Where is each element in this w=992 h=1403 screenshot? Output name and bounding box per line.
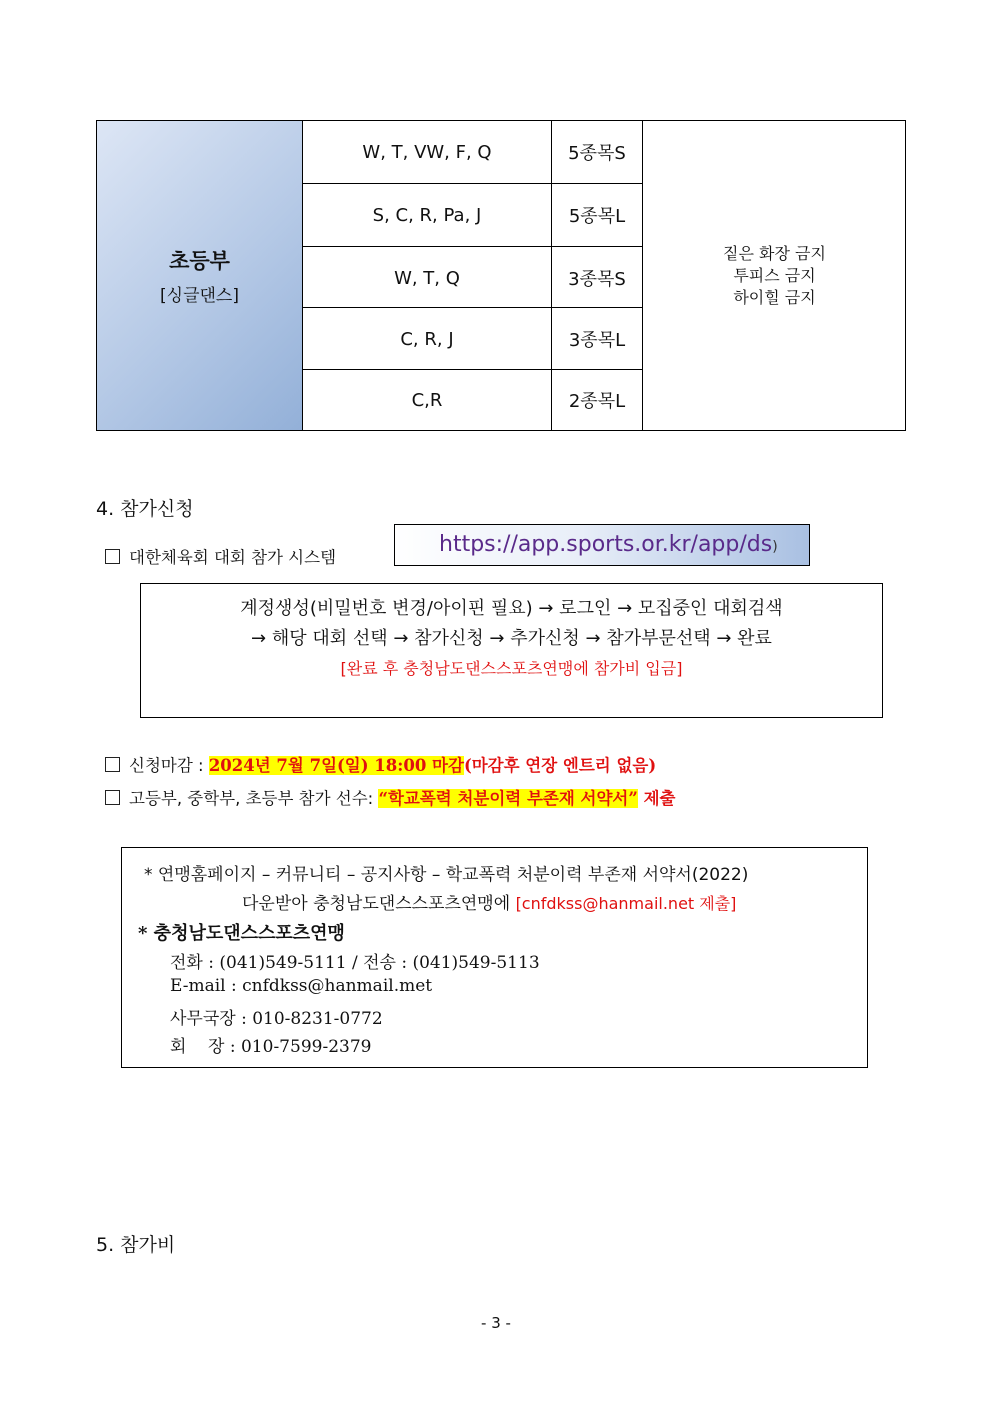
count-cell: 2종목L [552, 370, 643, 430]
restriction-item: 투피스 금지 [733, 265, 816, 285]
section-heading-4: 4. 참가신청 [96, 498, 194, 520]
table-row [303, 184, 643, 246]
students-doc: “학교폭력 처분이력 부존재 서약서” [378, 789, 638, 808]
checkbox-icon [105, 757, 120, 772]
count-cell: 5종목S [552, 121, 643, 183]
event-table [96, 120, 906, 431]
system-label: 대한체육회 대회 참가 시스템 [129, 548, 337, 567]
students-line [105, 785, 675, 809]
procedure-line-1: 계정생성(비밀번호 변경/아이핀 필요) → 로그인 → 모집중인 대회검색 [240, 598, 783, 619]
table-row [303, 247, 643, 309]
registration-url[interactable]: https://app.sports.or.kr/app/ds [439, 532, 773, 557]
section-heading-5: 5. 참가비 [96, 1234, 176, 1256]
secretary-line: 사무국장 : 010-8231-0772 [170, 1009, 383, 1029]
procedure-note: [완료 후 충청남도댄스스포츠연맹에 참가비 입금] [340, 659, 683, 678]
deadline-value: 2024년 7월 7일(일) 18:00 마감 [208, 756, 464, 775]
system-line [105, 544, 336, 568]
contact-email-submit: [cnfdkss@hanmail.net 제출] [515, 894, 737, 913]
checkbox-icon [105, 790, 120, 805]
table-row [303, 121, 643, 183]
events-cell: S, C, R, Pa, J [303, 184, 552, 246]
president-line: 회 장 : 010-7599-2379 [170, 1037, 372, 1057]
org-name: * 충청남도댄스스포츠연맹 [138, 923, 345, 944]
count-cell: 3종목L [552, 308, 643, 370]
restriction-item: 짙은 화장 금지 [723, 243, 826, 263]
deadline-extra: (마감후 연장 엔트리 없음) [463, 756, 657, 775]
contact-line-1: * 연맹홈페이지 – 커뮤니티 – 공지사항 – 학교폭력 처분이력 부존재 서약서(2022) [144, 865, 749, 885]
contact-box [121, 847, 868, 1068]
checkbox-icon [105, 549, 120, 564]
table-row [303, 370, 643, 430]
contact-line-2 [242, 889, 736, 914]
events-cell: C, R, J [303, 308, 552, 370]
students-label: 고등부, 중학부, 초등부 참가 선수: [129, 789, 379, 808]
page-number: - 3 - [481, 1314, 511, 1332]
url-box[interactable] [394, 524, 810, 566]
restriction-item: 하이힐 금지 [733, 287, 816, 307]
deadline-label: 신청마감 : [129, 756, 209, 775]
events-cell: W, T, Q [303, 247, 552, 309]
email-line: E-mail : cnfdkss@hanmail.met [170, 976, 433, 996]
deadline-line [105, 752, 656, 776]
group-subtitle: [싱글댄스] [160, 286, 239, 306]
table-row [303, 308, 643, 370]
procedure-box [140, 583, 883, 718]
events-cell: C,R [303, 370, 552, 430]
procedure-line-2: → 해당 대회 선택 → 참가신청 → 추가신청 → 참가부문선택 → 완료 [251, 628, 772, 649]
url-suffix: ) [772, 539, 778, 555]
phone-line: 전화 : (041)549-5111 / 전송 : (041)549-5113 [170, 953, 540, 973]
group-cell [97, 121, 303, 430]
count-cell: 3종목S [552, 247, 643, 309]
restrictions-cell [644, 121, 905, 430]
students-submit: 제출 [637, 789, 676, 808]
count-cell: 5종목L [552, 184, 643, 246]
contact-line-2-prefix: 다운받아 충청남도댄스스포츠연맹에 [242, 894, 516, 914]
events-cell: W, T, VW, F, Q [303, 121, 552, 183]
group-title: 초등부 [169, 249, 230, 273]
